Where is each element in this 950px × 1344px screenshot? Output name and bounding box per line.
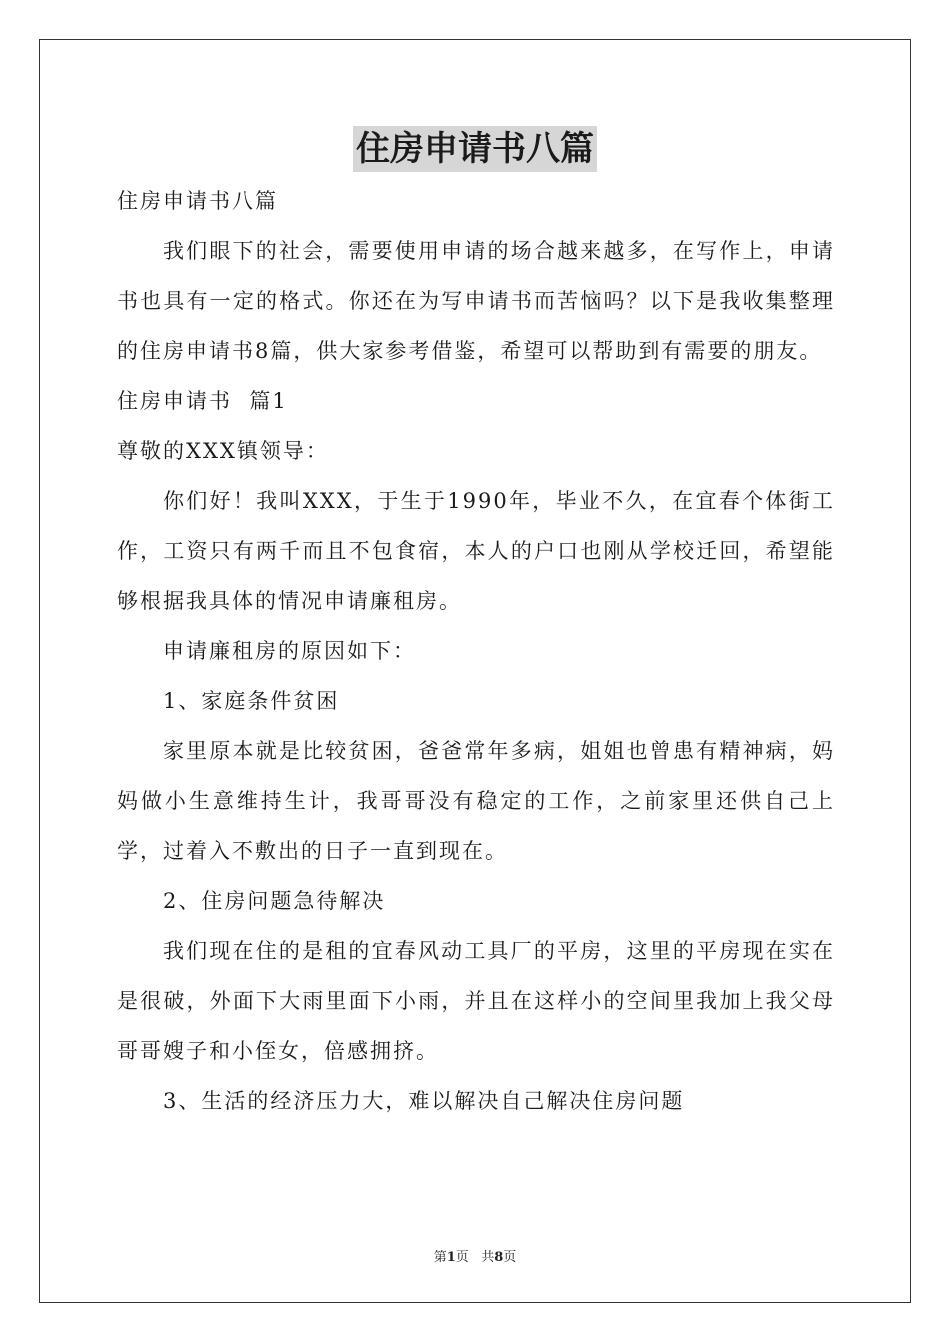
footer-page-current: 1 [446, 1250, 456, 1265]
paragraph: 你们好！我叫XXX，于生于1990年，毕业不久，在宜春个体街工作，工资只有两千而且不包食宿，本人的户口也刚从学校迁回，希望能够根据我具体的情况申请廉租房。 [117, 489, 835, 613]
footer-page-total: 8 [494, 1250, 504, 1265]
paragraph: 1、家庭条件贫困 [163, 689, 340, 713]
document-body [117, 176, 835, 1126]
footer-page-prefix: 第 [433, 1250, 447, 1265]
paragraph: 我们现在住的是租的宜春风动工具厂的平房，这里的平房现在实在是很破，外面下大雨里面下小雨，并且在这样小的空间里我加上我父母哥哥嫂子和小侄女，倍感拥挤。 [117, 939, 835, 1063]
paragraph: 住房申请书 篇1 [117, 389, 288, 413]
page-footer [0, 1246, 950, 1265]
footer-page-unit: 页 [455, 1250, 469, 1265]
footer-total-prefix: 共 [481, 1250, 495, 1265]
paragraph: 2、住房问题急待解决 [163, 889, 386, 913]
footer-total-unit: 页 [503, 1250, 517, 1265]
paragraph: 住房申请书八篇 [117, 189, 278, 213]
paragraph: 尊敬的XXX镇领导： [117, 439, 329, 463]
paragraph: 3、生活的经济压力大，难以解决自己解决住房问题 [163, 1089, 685, 1113]
document-title [0, 126, 950, 172]
document-title-text: 住房申请书八篇 [353, 126, 597, 172]
paragraph: 申请廉租房的原因如下： [163, 639, 416, 663]
paragraph: 家里原本就是比较贫困，爸爸常年多病，姐姐也曾患有精神病，妈妈做小生意维持生计，我哥哥没有稳定的工作，之前家里还供自己上学，过着入不敷出的日子一直到现在。 [117, 739, 835, 863]
paragraph: 我们眼下的社会，需要使用申请的场合越来越多，在写作上，申请书也具有一定的格式。你还在为写申请书而苦恼吗？以下是我收集整理的住房申请书8篇，供大家参考借鉴，希望可以帮助到有需要的朋友。 [117, 239, 835, 363]
